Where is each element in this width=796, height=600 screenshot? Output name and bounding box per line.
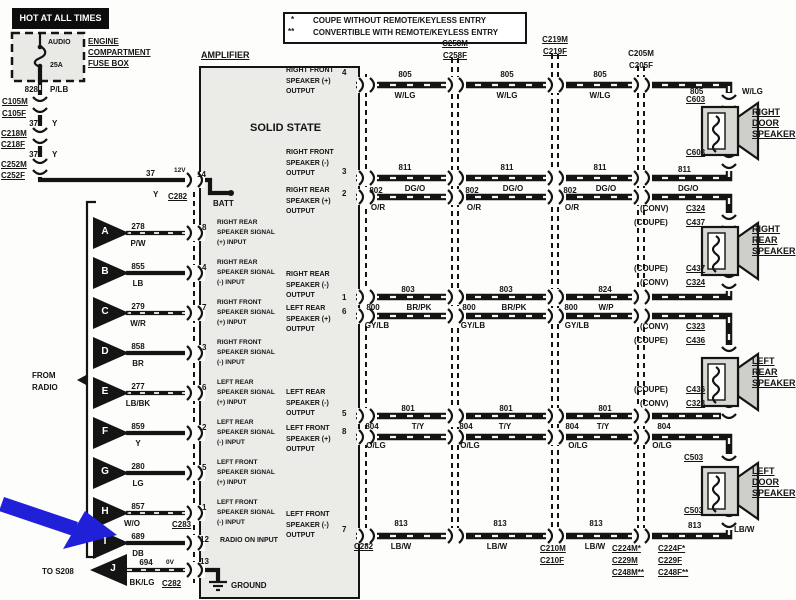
left-door-speaker-icon: [702, 463, 758, 519]
voltage-label: 12V: [174, 167, 186, 174]
wire-color: W/LG: [496, 91, 518, 100]
connector-label: C282: [162, 579, 182, 588]
pin-number: 1: [342, 293, 347, 302]
batt-label: BATT: [213, 199, 234, 208]
body-style-tag: (CONV): [640, 278, 669, 287]
wire-color: W/O: [124, 519, 140, 528]
pin-number: 1: [202, 503, 207, 512]
pin-number: 7: [342, 525, 347, 534]
voltage-label: 0V: [166, 559, 174, 566]
pin-label: RIGHT REAR SPEAKER SIGNAL (-) INPUT: [217, 259, 275, 286]
arrow-letter: F: [101, 426, 109, 437]
wire-number: 828: [24, 85, 38, 94]
connector-label: C218M: [1, 129, 27, 138]
body-style-tag: (COUPE): [634, 264, 668, 273]
wire-number: 804: [657, 422, 671, 431]
wire-number: 802: [369, 186, 383, 195]
wire-color: LG: [132, 479, 144, 488]
pin-label: LEFT FRONT SPEAKER (+) OUTPUT: [286, 425, 331, 453]
pin-label: LEFT FRONT SPEAKER SIGNAL (-) INPUT: [217, 499, 275, 526]
pin-number: 6: [342, 307, 347, 316]
from-radio-arrow-icon: [77, 374, 88, 386]
pin-label: RADIO ON INPUT: [220, 537, 278, 544]
wire-number: 803: [499, 285, 513, 294]
wire-color: LB: [132, 279, 144, 288]
arrow-letter: A: [101, 226, 109, 237]
wire-number: 813: [688, 521, 702, 530]
body-style-tag: (CONV): [640, 322, 669, 331]
right-door-speaker-icon: [702, 103, 758, 159]
arrow-letter: D: [101, 346, 109, 357]
connector-label: C252M: [1, 160, 27, 169]
wire-number: 801: [499, 404, 513, 413]
right-rear-speaker-icon: [702, 223, 758, 279]
pin-label: LEFT REAR SPEAKER (-) OUTPUT: [286, 389, 329, 417]
wire-number: 280: [131, 462, 145, 471]
connector-label: C258F: [442, 51, 467, 60]
connector-label: C436: [686, 385, 706, 394]
pin-number: 3: [202, 343, 207, 352]
wire-number: 811: [500, 163, 514, 172]
pin-label: LEFT FRONT SPEAKER SIGNAL (+) INPUT: [217, 459, 275, 486]
pin-number: 4: [202, 263, 207, 272]
speaker-name: LEFT REAR SPEAKER: [752, 356, 796, 388]
wire-color: W/LG: [394, 91, 416, 100]
fuse-rating: 25A: [50, 62, 63, 69]
wire-color: Y: [153, 190, 159, 199]
body-style-tag: (CONV): [640, 204, 669, 213]
fusebox-title-line: ENGINE: [88, 37, 119, 46]
wire-number: 813: [589, 519, 603, 528]
wire-color: GY/LB: [460, 321, 486, 330]
wire-color: O/R: [370, 203, 386, 212]
pin-label: LEFT REAR SPEAKER SIGNAL (-) INPUT: [217, 419, 275, 446]
wire-color: LB/W: [390, 542, 412, 551]
wire-number: 858: [131, 342, 145, 351]
pin-number: 4: [342, 68, 347, 77]
amplifier-type: SOLID STATE: [250, 122, 322, 134]
to-s208-label: TO S208: [42, 567, 74, 576]
connector-label: C282: [354, 542, 374, 551]
connector-label: C218F: [1, 140, 26, 149]
connector-label: C210F: [540, 556, 565, 565]
wire-number: 800: [462, 303, 476, 312]
connector-label: C503: [684, 506, 704, 515]
wire-color: BR/PK: [501, 303, 527, 312]
fusebox-title-line: FUSE BOX: [88, 59, 129, 68]
pin-number: 14: [197, 170, 206, 179]
wire-number: 805: [593, 70, 607, 79]
pin-label: RIGHT FRONT SPEAKER (-) OUTPUT: [286, 149, 334, 177]
wire-number: 813: [394, 519, 408, 528]
wire-color: DG/O: [404, 184, 426, 193]
wire-color: W/P: [598, 303, 614, 312]
wire-number: 813: [493, 519, 507, 528]
from-radio-label: FROM RADIO: [32, 371, 58, 392]
wire-color: T/Y: [498, 422, 512, 431]
wire-color: Y: [52, 150, 58, 159]
connector-label: C437: [686, 218, 706, 227]
pin-number: 3: [342, 167, 347, 176]
wire-number: 800: [564, 303, 578, 312]
wire-color: GY/LB: [564, 321, 590, 330]
connector-label: C248F**: [658, 568, 689, 577]
wire-number: 824: [598, 285, 612, 294]
pin-label: RIGHT FRONT SPEAKER (+) OUTPUT: [286, 67, 334, 95]
wire-number: 277: [131, 382, 145, 391]
pin-label: RIGHT REAR SPEAKER SIGNAL (+) INPUT: [217, 219, 275, 246]
wire-color: LB/W: [486, 542, 508, 551]
wire-color: BK/LG: [129, 578, 155, 587]
wire-number: 811: [398, 163, 412, 172]
wire-number: 689: [131, 532, 145, 541]
legend-text: COUPE WITHOUT REMOTE/KEYLESS ENTRY: [313, 16, 487, 25]
wire-color: LB/W: [734, 525, 755, 534]
wire-color: O/LG: [366, 441, 386, 450]
wire-number: 805: [398, 70, 412, 79]
pin-label: LEFT FRONT SPEAKER (-) OUTPUT: [286, 511, 330, 539]
wire-number: 802: [563, 186, 577, 195]
arrow-letter: E: [101, 386, 109, 397]
connector-label: C503: [684, 453, 704, 462]
wire-color: DG/O: [678, 184, 699, 193]
wire-color: T/Y: [411, 422, 425, 431]
connector-label: C229M: [612, 556, 638, 565]
arrow-letter: I: [103, 536, 107, 547]
wire-color: T/Y: [596, 422, 610, 431]
wire-color: LB/BK: [125, 399, 151, 408]
wire-color: Y: [135, 439, 141, 448]
connector-label: C205M: [628, 49, 654, 58]
pin-label: RIGHT REAR SPEAKER (+) OUTPUT: [286, 187, 331, 215]
connector-label: C219F: [542, 47, 567, 56]
connector-label: C248M**: [612, 568, 645, 577]
wire-color: BR/PK: [406, 303, 432, 312]
connector-label: C603: [686, 95, 706, 104]
legend-mark: *: [291, 15, 295, 24]
wire-number: 802: [465, 186, 479, 195]
speaker-name: RIGHT REAR SPEAKER: [752, 224, 796, 256]
arrow-letter: H: [101, 506, 109, 517]
arrow-letter: B: [101, 266, 109, 277]
pin-number: 12: [200, 535, 209, 544]
hot-at-all-times-banner: HOT AT ALL TIMES: [12, 8, 109, 29]
pin-label: RIGHT FRONT SPEAKER SIGNAL (-) INPUT: [217, 339, 275, 366]
pin-number: 2: [342, 189, 347, 198]
wire-color: W/LG: [589, 91, 611, 100]
connector-label: C436: [686, 336, 706, 345]
wire-color: W/R: [130, 319, 146, 328]
connector-label: C205F: [628, 61, 653, 70]
pin-label: LEFT REAR SPEAKER SIGNAL (+) INPUT: [217, 379, 275, 406]
wire-color: O/R: [564, 203, 580, 212]
pin-number: 8: [202, 223, 207, 232]
wire-number: 859: [131, 422, 145, 431]
fuse-name: AUDIO: [48, 39, 71, 46]
wire-number: 805: [500, 70, 514, 79]
wire-number: 803: [401, 285, 415, 294]
wire-color: P/W: [130, 239, 146, 248]
arrow-letter: G: [101, 466, 109, 477]
wire-number: 855: [131, 262, 145, 271]
body-style-tag: (COUPE): [634, 336, 668, 345]
wire-color: BR: [132, 359, 144, 368]
wire-number: 811: [593, 163, 607, 172]
pin-number: 8: [342, 427, 347, 436]
wire-number: 278: [131, 222, 145, 231]
connector-label: C258M: [442, 39, 468, 48]
wire-number: 804: [565, 422, 579, 431]
pin-number: 7: [202, 303, 207, 312]
pin-label: RIGHT REAR SPEAKER (-) OUTPUT: [286, 271, 330, 299]
wire-number: 800: [366, 303, 380, 312]
wire-number: 279: [131, 302, 145, 311]
pin-number: 5: [342, 409, 347, 418]
fusebox-title-line: COMPARTMENT: [88, 48, 151, 57]
wire-color: DB: [132, 549, 144, 558]
body-style-tag: (COUPE): [634, 218, 668, 227]
wire-color: O/LG: [568, 441, 588, 450]
body-style-tag: (CONV): [640, 399, 669, 408]
pin-number: 6: [202, 383, 207, 392]
pin-number: 13: [200, 557, 209, 566]
ground-label: GROUND: [231, 581, 267, 590]
wire-color: GY/LB: [364, 321, 390, 330]
arrow-letter: C: [101, 306, 109, 317]
legend-mark: **: [288, 27, 295, 36]
connector-label: C283: [172, 520, 192, 529]
speaker-name: LEFT DOOR SPEAKER: [752, 466, 796, 498]
speaker-name: RIGHT DOOR SPEAKER: [752, 107, 796, 139]
wire-color: LB/W: [584, 542, 606, 551]
body-style-tag: (COUPE): [634, 385, 668, 394]
amplifier-title: AMPLIFIER: [201, 50, 250, 60]
wire-number: 805: [690, 87, 704, 96]
connector-label: C105F: [2, 109, 27, 118]
left-rear-speaker-icon: [702, 354, 758, 410]
wire-color: P/LB: [50, 85, 69, 94]
wire-number: 804: [365, 422, 379, 431]
connector-label: C224F*: [658, 544, 686, 553]
wire-number: 801: [401, 404, 415, 413]
wire-number: 694: [139, 558, 153, 567]
wire-number: 37: [146, 169, 155, 178]
wire-color: O/LG: [460, 441, 480, 450]
pin-number: 2: [202, 423, 207, 432]
legend-text: CONVERTIBLE WITH REMOTE/KEYLESS ENTRY: [313, 28, 499, 37]
connector-label: C282: [168, 192, 188, 201]
wire-number: 857: [131, 502, 145, 511]
connector-label: C219M: [542, 35, 568, 44]
pin-label: RIGHT FRONT SPEAKER SIGNAL (+) INPUT: [217, 299, 275, 326]
connector-label: C323: [686, 399, 706, 408]
wire-number: 37: [29, 150, 38, 159]
arrow-letter: J: [110, 563, 116, 574]
connector-label: C105M: [2, 97, 28, 106]
connector-label: C324: [686, 278, 706, 287]
connector-label: C229F: [658, 556, 683, 565]
wire-number: 804: [459, 422, 473, 431]
connector-label: C323: [686, 322, 706, 331]
wire-color: DG/O: [502, 184, 524, 193]
connector-label: C437: [686, 264, 706, 273]
wire-color: Y: [52, 119, 58, 128]
wire-number: 801: [598, 404, 612, 413]
wire-color: O/LG: [652, 441, 672, 450]
wire-number: 37: [29, 119, 38, 128]
pin-label: LEFT REAR SPEAKER (+) OUTPUT: [286, 305, 331, 333]
pin-number: 5: [202, 463, 207, 472]
connector-label: C224M*: [612, 544, 641, 553]
wire-color: DG/O: [595, 184, 617, 193]
connector-label: C210M: [540, 544, 566, 553]
wire-color: W/LG: [742, 87, 763, 96]
connector-label: C252F: [1, 171, 26, 180]
wire-color: O/R: [466, 203, 482, 212]
connector-label: C603: [686, 148, 706, 157]
wire-number: 811: [678, 165, 691, 174]
connector-label: C324: [686, 204, 706, 213]
